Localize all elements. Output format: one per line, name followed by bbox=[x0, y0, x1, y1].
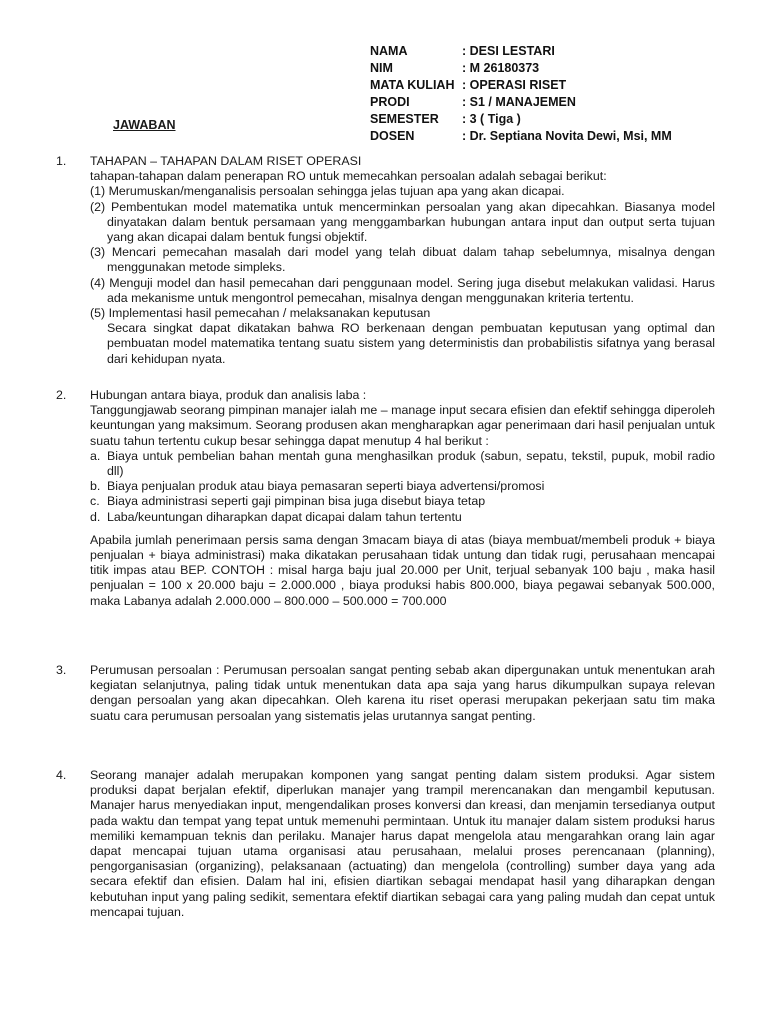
answer-number: 3. bbox=[56, 663, 67, 677]
list-marker: b. bbox=[90, 479, 101, 494]
list-marker: a. bbox=[90, 448, 101, 463]
list-text: Laba/keuntungan diharapkan dapat dicapai dalam tahun tertentu bbox=[107, 509, 462, 524]
list-item bbox=[90, 449, 715, 479]
answer-title: Hubungan antara biaya, produk dan analisis laba : bbox=[90, 388, 367, 402]
step-3: (3) Mencari pemecahan masalah dari model yang telah dibuat dalam tahap sebelumnya, misalnya dengan menggunakan metode simpleks. bbox=[90, 245, 715, 275]
list-item bbox=[90, 510, 715, 525]
list-text: Biaya penjualan produk atau biaya pemasaran seperti biaya advertensi/promosi bbox=[107, 479, 545, 494]
info-value: : DESI LESTARI bbox=[462, 44, 555, 58]
answer-body bbox=[90, 154, 715, 367]
info-label: MATA KULIAH bbox=[370, 78, 455, 92]
answer-text: Seorang manajer adalah merupakan komponen yang sangat penting dalam sistem produksi. Agar sistem produksi dapat berjalan efektif, diperlukan manajer yang trampil merencanakan dan mengambil keputusan. Manajer harus menyediakan input, mengendalikan proses konversi dan kreasi, dan menjamin tersedianya output pada waktu dan tempat yang tepat untuk memenuhi permintaan. Untuk itu manajer dalam sistem produksi harus memiliki kemampuan teknis dan perilaku. Manajer harus dapat mengelola atau mengarahkan orang lain agar dapat mencapai tujuan utama organisasi atau perusahaan, melalui proses perencanaan (planning), pengorganisasian (organizing), pelaksanaan (actuating) dan mengelola (controlling) sumber daya yang ada secara efektif dan efisien. Dalam hal ini, efisien diartikan sebagai mendapat hasil yang diharapkan dengan kebutuhan input yang paling sedikit, sementara efektif diartikan sebagai cara yang paling mudah dan cepat untuk mencapai tujuan. bbox=[90, 768, 715, 919]
answer-body bbox=[90, 663, 715, 724]
list-marker: d. bbox=[90, 509, 101, 524]
info-value: : OPERASI RISET bbox=[462, 78, 567, 92]
closing-paragraph: Secara singkat dapat dikatakan bahwa RO berkenaan dengan pembuatan keputusan yang optimal dan pembuatan model matematika tentang suatu sistem yang deterministis dan probabilistis sifatnya yang berasal dari kehidupan nyata. bbox=[107, 321, 715, 366]
jawaban-heading: JAWABAN bbox=[113, 118, 176, 132]
info-value: : S1 / MANAJEMEN bbox=[462, 95, 576, 109]
info-label: NIM bbox=[370, 61, 393, 75]
step-2: (2) Pembentukan model matematika untuk mencerminkan persoalan yang akan dipecahkan. Biasanya model dinyatakan dalam bentuk persamaan yang menggambarkan hubungan antara input dan output serta tujuan yang akan dicapai dalam bentuk fungsi objektif. bbox=[90, 199, 715, 245]
info-value: : 3 ( Tiga ) bbox=[462, 112, 521, 126]
info-label: DOSEN bbox=[370, 129, 415, 143]
info-row-nama bbox=[370, 43, 672, 60]
info-label: SEMESTER bbox=[370, 112, 439, 126]
answer-title: TAHAPAN – TAHAPAN DALAM RISET OPERASI bbox=[90, 154, 362, 168]
answer-body bbox=[90, 768, 715, 920]
info-label: NAMA bbox=[370, 44, 408, 58]
step-4: (4) Menguji model dan hasil pemecahan dari penggunaan model. Sering juga disebut melakukan validasi. Harus ada mekanisme untuk mengontrol pemecahan, misalnya dengan menggunakan kriteria tertentu. bbox=[90, 275, 715, 305]
list-marker: c. bbox=[90, 494, 100, 509]
info-row-semester bbox=[370, 111, 672, 128]
info-value: : Dr. Septiana Novita Dewi, Msi, MM bbox=[462, 129, 672, 143]
info-value: : M 26180373 bbox=[462, 61, 540, 75]
answer-intro: tahapan-tahapan dalam penerapan RO untuk memecahkan persoalan adalah sebagai berikut: bbox=[90, 169, 607, 184]
student-info bbox=[370, 43, 672, 145]
answer-intro: Tanggungjawab seorang pimpinan manajer ialah me – manage input secara efisien dan efektif sehingga diperoleh keuntungan yang maksimum. Seorang produsen akan mengharapkan agar penerimaan dari hasil penjualan untuk suatu tahun tertentu cukup besar sehingga dapat menutup 4 hal berikut : bbox=[90, 403, 715, 448]
answer-number: 2. bbox=[56, 388, 67, 402]
list-item bbox=[90, 494, 715, 509]
answer-number: 1. bbox=[56, 154, 67, 168]
step-1: (1) Merumuskan/menganalisis persoalan sehingga jelas tujuan apa yang akan dicapai. bbox=[90, 184, 565, 199]
info-row-prodi bbox=[370, 94, 672, 111]
info-row-dosen bbox=[370, 128, 672, 145]
answer-text: Perumusan persoalan : Perumusan persoalan sangat penting sebab akan dipergunakan untuk menentukan arah kegiatan selanjutnya, paling tidak untuk menentukan data apa saja yang harus dikumpulkan supaya relevan dengan persoalan yang akan dipecahkan. Oleh karena itu riset operasi merupakan pekerjaan satu tim maka suatu cara perumusan persoalan yang sistematis jelas urutannya sangat penting. bbox=[90, 663, 715, 723]
info-row-nim bbox=[370, 60, 672, 77]
info-row-mata-kuliah bbox=[370, 77, 672, 94]
step-5: (5) Implementasi hasil pemecahan / melaksanakan keputusan bbox=[90, 306, 431, 321]
answer-body bbox=[90, 388, 715, 609]
list-text: Biaya administrasi seperti gaji pimpinan bisa juga disebut biaya tetap bbox=[107, 494, 486, 509]
answer-number: 4. bbox=[56, 768, 67, 782]
info-label: PRODI bbox=[370, 95, 410, 109]
list-item bbox=[90, 479, 715, 494]
bep-paragraph: Apabila jumlah penerimaan persis sama dengan 3macam biaya di atas (biaya membuat/membeli produk + biaya penjualan + biaya administrasi) maka dikatakan perusahaan tidak untung dan tidak rugi, perusahaan mencapai titik impas atau BEP. CONTOH : misal harga baju jual 20.000 per Unit, terjual sebanyak 100 baju , maka hasil penjualan = 100 x 20.000 baju = 2.000.000 , biaya produksi habis 800.000, biaya pegawai sebanyak 500.000, maka Labanya adalah 2.000.000 – 800.000 – 500.000 = 700.000 bbox=[90, 532, 715, 608]
list-text: Biaya untuk pembelian bahan mentah guna menghasilkan produk (sabun, sepatu, tekstil, pupuk, mobil radio dll) bbox=[107, 448, 715, 479]
